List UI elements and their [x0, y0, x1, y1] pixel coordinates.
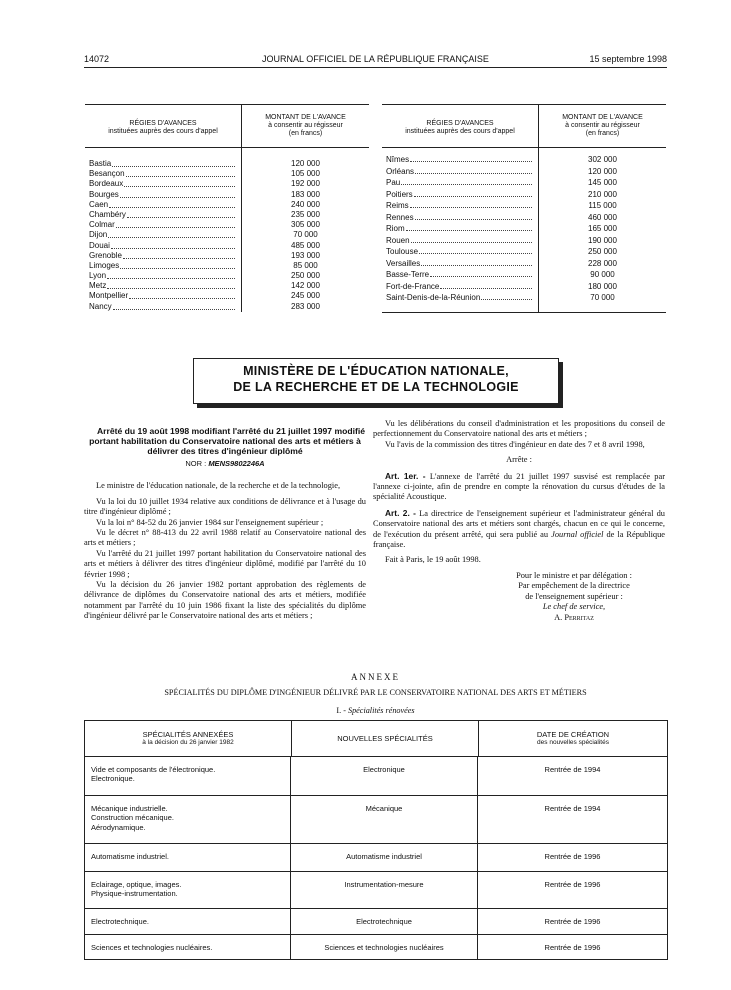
amount-cell: 240 000: [291, 199, 320, 209]
creation-date: Rentrée de 1994: [544, 765, 601, 774]
header-montant-title: MONTANT DE L'AVANCE: [562, 113, 643, 121]
table-row: [85, 190, 241, 200]
article-2: [373, 508, 665, 551]
header-regies-sub: instituées auprès des cours d'appel: [108, 128, 218, 135]
ministry-line-2: DE LA RECHERCHE ET DE LA TECHNOLOGIE: [233, 380, 519, 394]
amount-cell: 192 000: [291, 179, 320, 189]
amount-cell: 190 000: [588, 235, 617, 245]
amount-cell: 142 000: [291, 281, 320, 291]
ministry-heading: [193, 358, 559, 404]
amount-cell: 90 000: [590, 270, 615, 279]
court-name: Limoges: [89, 260, 120, 270]
left-column: [84, 426, 366, 622]
old-speciality: Electronique.: [91, 774, 135, 784]
article-1: [373, 471, 665, 503]
amounts-column: [242, 148, 369, 312]
paragraph: Vu l'avis de la commission des titres d'ingénieur en date des 7 et 8 avril 1998,: [385, 439, 645, 449]
court-name: Nîmes: [386, 155, 410, 164]
old-speciality: Physique-instrumentation.: [91, 889, 178, 899]
header-montant-sub: à consentir au régisseur: [268, 121, 343, 129]
header-regies-sub: instituées auprès des cours d'appel: [405, 128, 515, 135]
amount-cell: 165 000: [588, 224, 617, 233]
court-name: Caen: [89, 199, 109, 209]
specialities-table: [84, 720, 668, 960]
table-row: [382, 269, 538, 281]
old-speciality: Aérodynamique.: [91, 822, 146, 832]
header-montant-unit: (en francs): [585, 130, 620, 138]
amount-cell: 193 000: [291, 250, 320, 260]
paragraph: Vu la décision du 26 janvier 1982 portant approbation des règlements de délivrance de diplômes du Conservatoire national des arts et métiers, modifiée notamment par l'arrêté du 10 juin 1986 fixant la liste des spécialités du diplôme d'ingénieur délivré par le Conservatoire national des arts et métiers ;: [84, 580, 366, 621]
header-regies-title: RÉGIES D'AVANCES: [426, 119, 494, 127]
court-name: Bordeaux: [89, 179, 124, 189]
amount-cell: 305 000: [291, 220, 320, 230]
amount-cell: 235 000: [291, 209, 320, 219]
table-row: [85, 271, 241, 281]
table-row: [85, 251, 241, 261]
page-header: [84, 54, 667, 68]
court-name: Grenoble: [89, 250, 122, 260]
amount-cell: 145 000: [588, 178, 617, 187]
creation-date: Rentrée de 1996: [544, 943, 601, 952]
old-speciality-cell: [85, 935, 291, 959]
court-name: Reims: [386, 201, 409, 210]
article-2-text: La directrice de l'enseignement supérieur et l'administrateur général du Conservatoire national des arts et métiers sont chargés, chacun en ce qui le concerne, de l'exécution du présent arrêté, qui sera publié au: [373, 508, 665, 539]
court-name: Poitiers: [386, 189, 413, 199]
new-speciality: Electronique: [291, 757, 478, 795]
new-speciality: Electrotechnique: [291, 909, 478, 934]
court-name: Toulouse: [386, 247, 419, 256]
signature-line: Par empêchement de la directrice: [518, 581, 630, 591]
header-montant-title: MONTANT DE L'AVANCE: [265, 113, 346, 121]
table-row: [85, 159, 241, 169]
journal-reference: Journal officiel: [551, 529, 604, 539]
amount-cell: 105 000: [291, 169, 320, 179]
page-number: 14072: [84, 54, 110, 64]
table-row: [85, 241, 241, 251]
court-name: Lyon: [89, 271, 107, 281]
court-name: Dijon: [89, 230, 108, 240]
subtitle-number: I. -: [336, 706, 346, 715]
arrete-title: Arrêté du 19 août 1998 modifiant l'arrêté du 21 juillet 1997 modifié portant habilitation du Conservatoire national des arts et métiers à délivrer des titres d'ingénieur diplômé: [89, 426, 366, 456]
annexe-subtitle: [84, 706, 667, 715]
table-body: [85, 148, 369, 312]
table-row: [85, 935, 667, 959]
old-speciality-cell: [85, 796, 291, 843]
annexe-title: SPÉCIALITÉS DU DIPLÔME D'INGÉNIEUR DÉLIVRÉ PAR LE CONSERVATOIRE NATIONAL DES ARTS ET MÉTIERS: [164, 688, 587, 697]
old-speciality: Mécanique industrielle.: [91, 804, 168, 813]
court-name: Basse-Terre: [386, 270, 430, 279]
paragraph: Vu la loi du 10 juillet 1934 relative aux conditions de délivrance et à l'usage du titre d'ingénieur diplômé ;: [84, 496, 366, 517]
table-row: [382, 258, 538, 270]
header-creation-date: [479, 721, 667, 756]
header-montant: [242, 105, 369, 147]
amount-cell: 228 000: [588, 258, 617, 268]
header-rule: [84, 67, 667, 68]
amount-cell: 183 000: [291, 189, 320, 199]
nor-reference: [84, 459, 366, 469]
old-speciality-cell: [85, 844, 291, 871]
article-1-text: L'annexe de l'arrêté du 21 juillet 1997 susvisé est remplacée par l'annexe ci-jointe, afin de prendre en compte la rénovation du cursus d'études de la spécialité Acoustique.: [373, 471, 665, 502]
header-old-title: SPÉCIALITÉS ANNEXÉES: [142, 730, 234, 740]
court-name: Saint-Denis-de-la-Réunion: [386, 293, 481, 302]
header-regies-title: RÉGIES D'AVANCES: [129, 119, 197, 127]
subtitle-text: Spécialités rénovées: [347, 706, 415, 715]
names-column: [382, 148, 539, 312]
old-speciality: Electrotechnique.: [91, 917, 149, 926]
header-date-sub: des nouvelles spécialités: [537, 739, 609, 747]
table-row: [85, 230, 241, 240]
creation-date: Rentrée de 1996: [544, 852, 601, 861]
signature-line: Pour le ministre et par délégation :: [516, 570, 632, 580]
amount-cell: 250 000: [291, 271, 320, 281]
amount-cell: 245 000: [291, 291, 320, 301]
old-speciality: Sciences et technologies nucléaires.: [91, 943, 213, 952]
table-row: [382, 292, 538, 304]
new-speciality: Instrumentation-mesure: [291, 872, 478, 908]
court-name: Orléans: [386, 166, 415, 176]
new-speciality: Automatisme industriel: [291, 844, 478, 871]
amount-cell: 283 000: [291, 301, 320, 311]
amount-cell: 250 000: [588, 247, 617, 256]
old-speciality: Vide et composants de l'électronique.: [91, 765, 216, 774]
table-row: [85, 796, 667, 844]
table-row: [382, 154, 538, 166]
amount-cell: 70 000: [590, 293, 615, 302]
header-regies: [85, 105, 242, 147]
court-name: Versailles: [386, 258, 421, 268]
table-header: [85, 105, 369, 148]
table-row: [85, 281, 241, 291]
amounts-column: [539, 148, 666, 312]
creation-date: Rentrée de 1994: [544, 804, 601, 813]
header-regies: [382, 105, 539, 147]
court-name: Bourges: [89, 189, 119, 199]
header-new-title: NOUVELLES SPÉCIALITÉS: [337, 734, 433, 743]
table-row: [85, 220, 241, 230]
table-row: [382, 189, 538, 201]
signature-line: de l'enseignement supérieur :: [525, 591, 623, 601]
court-name: Metz: [89, 281, 107, 291]
table-header: [382, 105, 666, 148]
amount-cell: 70 000: [293, 230, 318, 240]
table-row: [85, 179, 241, 189]
paragraph: Vu la loi n° 84-52 du 26 janvier 1984 sur l'enseignement supérieur ;: [96, 517, 324, 527]
court-name: Pau: [386, 178, 401, 187]
amount-cell: 485 000: [291, 240, 320, 250]
nor-code: MENS9802246A: [208, 459, 265, 468]
old-speciality: Eclairage, optique, images.: [91, 880, 182, 889]
paragraph: Vu l'arrêté du 21 juillet 1997 portant habilitation du Conservatoire national des arts et métiers à délivrer des titres d'ingénieur diplômé, modifié par l'arrêté du 10 février 1998 ;: [84, 548, 366, 579]
court-name: Colmar: [89, 220, 115, 230]
table-body: [382, 148, 666, 313]
court-name: Fort-de-France: [386, 281, 440, 291]
header-montant: [539, 105, 666, 147]
court-name: Rennes: [386, 212, 414, 222]
table-row: [85, 872, 667, 909]
old-speciality: Construction mécanique.: [91, 813, 174, 823]
court-name: Bastia: [89, 159, 112, 168]
regies-table-left: [85, 104, 369, 312]
table-row: [85, 200, 241, 210]
arrete-word: Arrête :: [506, 455, 532, 465]
header-old-specialities: [85, 721, 292, 756]
table-row: [85, 291, 241, 301]
table-row: [85, 302, 241, 312]
new-speciality: Sciences et technologies nucléaires: [291, 935, 478, 959]
amount-cell: 85 000: [293, 260, 318, 270]
signature-role: Le chef de service,: [542, 602, 606, 612]
court-name: Chambéry: [89, 209, 126, 219]
old-speciality: Automatisme industriel.: [91, 852, 169, 861]
court-name: Montpellier: [89, 291, 129, 301]
amount-cell: 115 000: [588, 201, 617, 210]
header-montant-sub: à consentir au régisseur: [565, 121, 640, 129]
table-row: [85, 909, 667, 935]
header-new-specialities: [292, 721, 479, 756]
table-row: [382, 235, 538, 247]
paragraph: Vu le décret n° 88-413 du 22 avril 1988 relatif au Conservatoire national des arts et métiers ;: [84, 528, 366, 548]
amount-cell: 180 000: [588, 281, 617, 291]
regies-table-right: [382, 104, 666, 313]
table-row: [382, 223, 538, 235]
court-name: Douai: [89, 240, 110, 250]
court-name: Nancy: [89, 301, 112, 311]
article-2-label: Art. 2. -: [385, 507, 416, 518]
ministry-line-1: MINISTÈRE DE L'ÉDUCATION NATIONALE,: [243, 364, 509, 378]
table-row: [382, 212, 538, 224]
header-old-sub: à la décision du 26 janvier 1982: [142, 739, 234, 747]
amount-cell: 210 000: [588, 189, 617, 199]
annexe-heading: ANNEXE: [351, 672, 400, 682]
table-row: [85, 844, 667, 872]
nor-label: NOR :: [185, 459, 207, 468]
done-at: Fait à Paris, le 19 août 1998.: [385, 555, 481, 565]
paragraph: Le ministre de l'éducation nationale, de la recherche et de la technologie,: [96, 481, 341, 491]
table-row: [382, 281, 538, 293]
signatory-name: A. Perritaz: [554, 612, 594, 622]
table-row: [382, 177, 538, 189]
new-speciality: Mécanique: [291, 796, 478, 843]
paragraph: Vu les délibérations du conseil d'administration et les propositions du conseil de perfectionnement du Conservatoire national des arts et métiers ;: [373, 419, 665, 439]
old-speciality-cell: [85, 872, 291, 908]
table-row: [85, 757, 667, 796]
names-column: [85, 148, 242, 312]
table-row: [382, 166, 538, 178]
article-2-text-end: de la République française.: [373, 529, 666, 550]
table-row: [85, 169, 241, 179]
old-speciality-cell: [85, 757, 291, 795]
amount-cell: 302 000: [588, 155, 617, 164]
creation-date: Rentrée de 1996: [544, 917, 601, 926]
creation-date: Rentrée de 1996: [544, 880, 601, 889]
table-row: [382, 200, 538, 212]
table-header: [85, 721, 667, 757]
amount-cell: 460 000: [588, 212, 617, 222]
table-row: [85, 261, 241, 271]
signature-title: [483, 602, 665, 612]
court-name: Besançon: [89, 169, 125, 179]
old-speciality-cell: [85, 909, 291, 934]
table-row: [382, 246, 538, 258]
header-date-title: DATE DE CRÉATION: [536, 730, 610, 740]
right-column: [373, 419, 665, 623]
amount-cell: 120 000: [291, 159, 320, 168]
table-row: [85, 210, 241, 220]
court-name: Rouen: [386, 235, 410, 245]
header-montant-unit: (en francs): [288, 130, 323, 138]
article-1-label: Art. 1er. -: [385, 470, 426, 481]
court-name: Riom: [386, 224, 405, 233]
journal-title: JOURNAL OFFICIEL DE LA RÉPUBLIQUE FRANÇAISE: [262, 54, 489, 64]
amount-cell: 120 000: [588, 166, 617, 176]
issue-date: 15 septembre 1998: [589, 54, 667, 64]
